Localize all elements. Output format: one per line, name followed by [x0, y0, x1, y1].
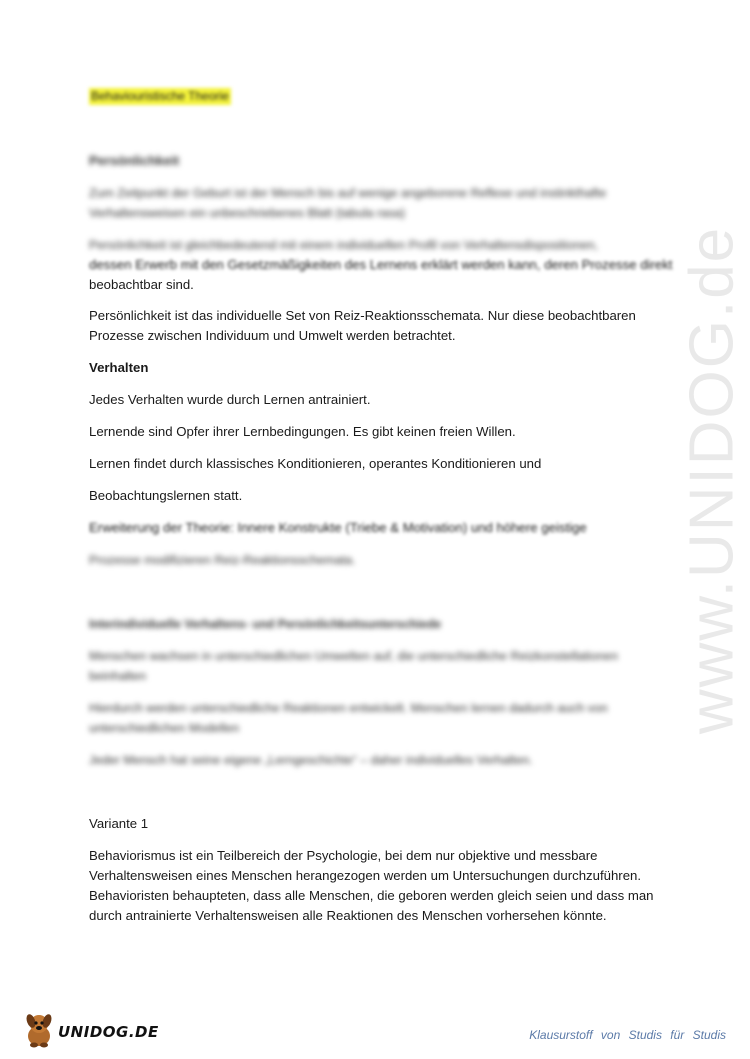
- paragraph-line: unterschiedlichen Modellen: [89, 721, 240, 735]
- logo-wordmark: UNIDOG.DE: [58, 1023, 159, 1041]
- paragraph-line: Jeder Mensch hat seine eigene „Lerngeschichte“ – daher individuelles Verhalten.: [89, 753, 533, 767]
- watermark: www.UNIDOG.de: [677, 225, 747, 735]
- paragraph-line: Lernende sind Opfer ihrer Lernbedingungen. Es gibt keinen freien Willen.: [89, 424, 516, 439]
- section-heading-verhalten: Verhalten: [89, 360, 149, 375]
- footer-tagline: Klausurstoff von Studis für Studis: [529, 1028, 726, 1042]
- paragraph-line: Behavioristen behaupteten, dass alle Menschen, die geboren werden gleich seien und dass man: [89, 888, 654, 903]
- paragraph-line: Verhaltensweisen ein unbeschriebenes Blatt (tabula rasa): [89, 206, 406, 220]
- paragraph-line: Beobachtungslernen statt.: [89, 488, 243, 503]
- section-heading-variante: Variante 1: [89, 816, 149, 831]
- paragraph-line: Prozesse zwischen Individuum und Umwelt werden betrachtet.: [89, 328, 456, 343]
- paragraph-line: dessen Erwerb mit den Gesetzmäßigkeiten des Lernens erklärt werden kann, deren Prozesse direkt: [89, 257, 673, 272]
- paragraph-line: Persönlichkeit ist gleichbedeutend mit einem individuellen Profil von Verhaltensdispositionen,: [89, 238, 599, 252]
- paragraph-line: beobachtbar sind.: [89, 277, 194, 292]
- paragraph-line: Hierdurch werden unterschiedliche Reaktionen entwickelt. Menschen lernen dadurch auch von: [89, 701, 608, 715]
- section-heading-personlichkeit: Persönlichkeit: [89, 153, 180, 168]
- paragraph-line: Menschen wachsen in unterschiedlichen Umwelten auf, die unterschiedliche Reizkonstellationen: [89, 649, 618, 663]
- paragraph-line: Behaviorismus ist ein Teilbereich der Psychologie, bei dem nur objektive und messbare: [89, 848, 598, 863]
- paragraph-line: durch antrainierte Verhaltensweisen alle Reaktionen des Menschen vorhersehen könnte.: [89, 908, 607, 923]
- paragraph-line: Prozesse modifizieren Reiz-Reaktionsschemata.: [89, 553, 356, 567]
- dog-logo-icon: [22, 1012, 56, 1053]
- paragraph-line: Verhaltensweisen eines Menschen herangezogen werden um Untersuchungen durchzuführen.: [89, 868, 642, 883]
- paragraph-line: Zum Zeitpunkt der Geburt ist der Mensch bis auf wenige angeborene Reflexe und instinkthafte: [89, 186, 607, 200]
- paragraph-line: beinhalten: [89, 669, 147, 683]
- paragraph-line: Persönlichkeit ist das individuelle Set von Reiz-Reaktionsschemata. Nur diese beobachtbaren: [89, 308, 636, 323]
- paragraph-line: Lernen findet durch klassisches Konditionieren, operantes Konditionieren und: [89, 456, 542, 471]
- paragraph-line: Erweiterung der Theorie: Innere Konstrukte (Triebe & Motivation) und höhere geistige: [89, 520, 587, 535]
- footer-logo: [22, 1012, 159, 1052]
- section-heading-interindividuelle: Interindividuelle Verhaltens- und Persönlichkeitsunterschiede: [89, 617, 442, 631]
- document-title: Behaviouristische Theorie: [91, 89, 229, 103]
- paragraph-line: Jedes Verhalten wurde durch Lernen antrainiert.: [89, 392, 371, 407]
